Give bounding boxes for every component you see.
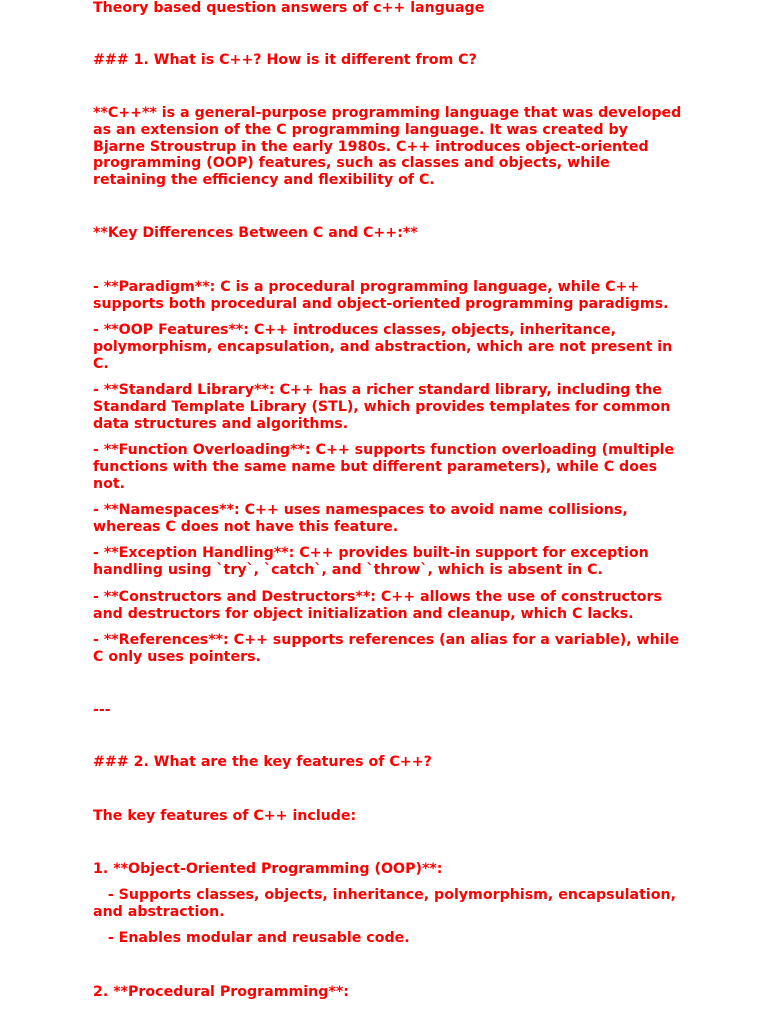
feature-1-point-classes: - Supports classes, objects, inheritance, polymorphism, encapsulation, and abstraction.	[93, 887, 681, 920]
difference-item-oop-features: - **OOP Features**: C++ introduces classes, objects, inheritance, polymorphism, encapsulation, and abstraction, which are not present in C.	[93, 322, 673, 372]
difference-item-standard-library: - **Standard Library**: C++ has a richer standard library, including the Standard Template Library (STL), which provides templates for common data structures and algorithms.	[93, 382, 671, 432]
document-title: Theory based question answers of c++ language	[93, 0, 485, 16]
feature-1-point-modular: - Enables modular and reusable code.	[93, 930, 410, 946]
difference-item-namespaces: - **Namespaces**: C++ uses namespaces to avoid name collisions, whereas C does not have this feature.	[93, 502, 628, 535]
difference-item-exception-handling: - **Exception Handling**: C++ provides built-in support for exception handling using `try`, `catch`, and `throw`, which is absent in C.	[93, 545, 649, 578]
section-separator: ---	[93, 702, 111, 718]
difference-item-paradigm: - **Paradigm**: C is a procedural programming language, while C++ supports both procedural and object-oriented programming paradigms.	[93, 279, 669, 312]
difference-item-constructors-destructors: - **Constructors and Destructors**: C++ allows the use of constructors and destructors for object initialization and cleanup, which C lacks.	[93, 589, 662, 622]
question-1-intro-paragraph: **C++** is a general-purpose programming language that was developed as an extension of the C programming language. It was created by Bjarne Stroustrup in the early 1980s. C++ introduces object-oriented programming (OOP) features, such as classes and objects, while retaining the efficiency and flexibility of C.	[93, 105, 682, 189]
feature-2-heading: 2. **Procedural Programming**:	[93, 984, 349, 1000]
difference-item-function-overloading: - **Function Overloading**: C++ supports function overloading (multiple functions with the same name but different parameters), while C does not.	[93, 442, 675, 492]
question-2-intro: The key features of C++ include:	[93, 808, 357, 824]
feature-1-heading: 1. **Object-Oriented Programming (OOP)**:	[93, 861, 443, 877]
key-differences-heading: **Key Differences Between C and C++:**	[93, 225, 418, 241]
question-2-heading: ### 2. What are the key features of C++?	[93, 754, 432, 770]
difference-item-references: - **References**: C++ supports references (an alias for a variable), while C only uses pointers.	[93, 632, 680, 665]
question-1-heading: ### 1. What is C++? How is it different from C?	[93, 52, 477, 68]
